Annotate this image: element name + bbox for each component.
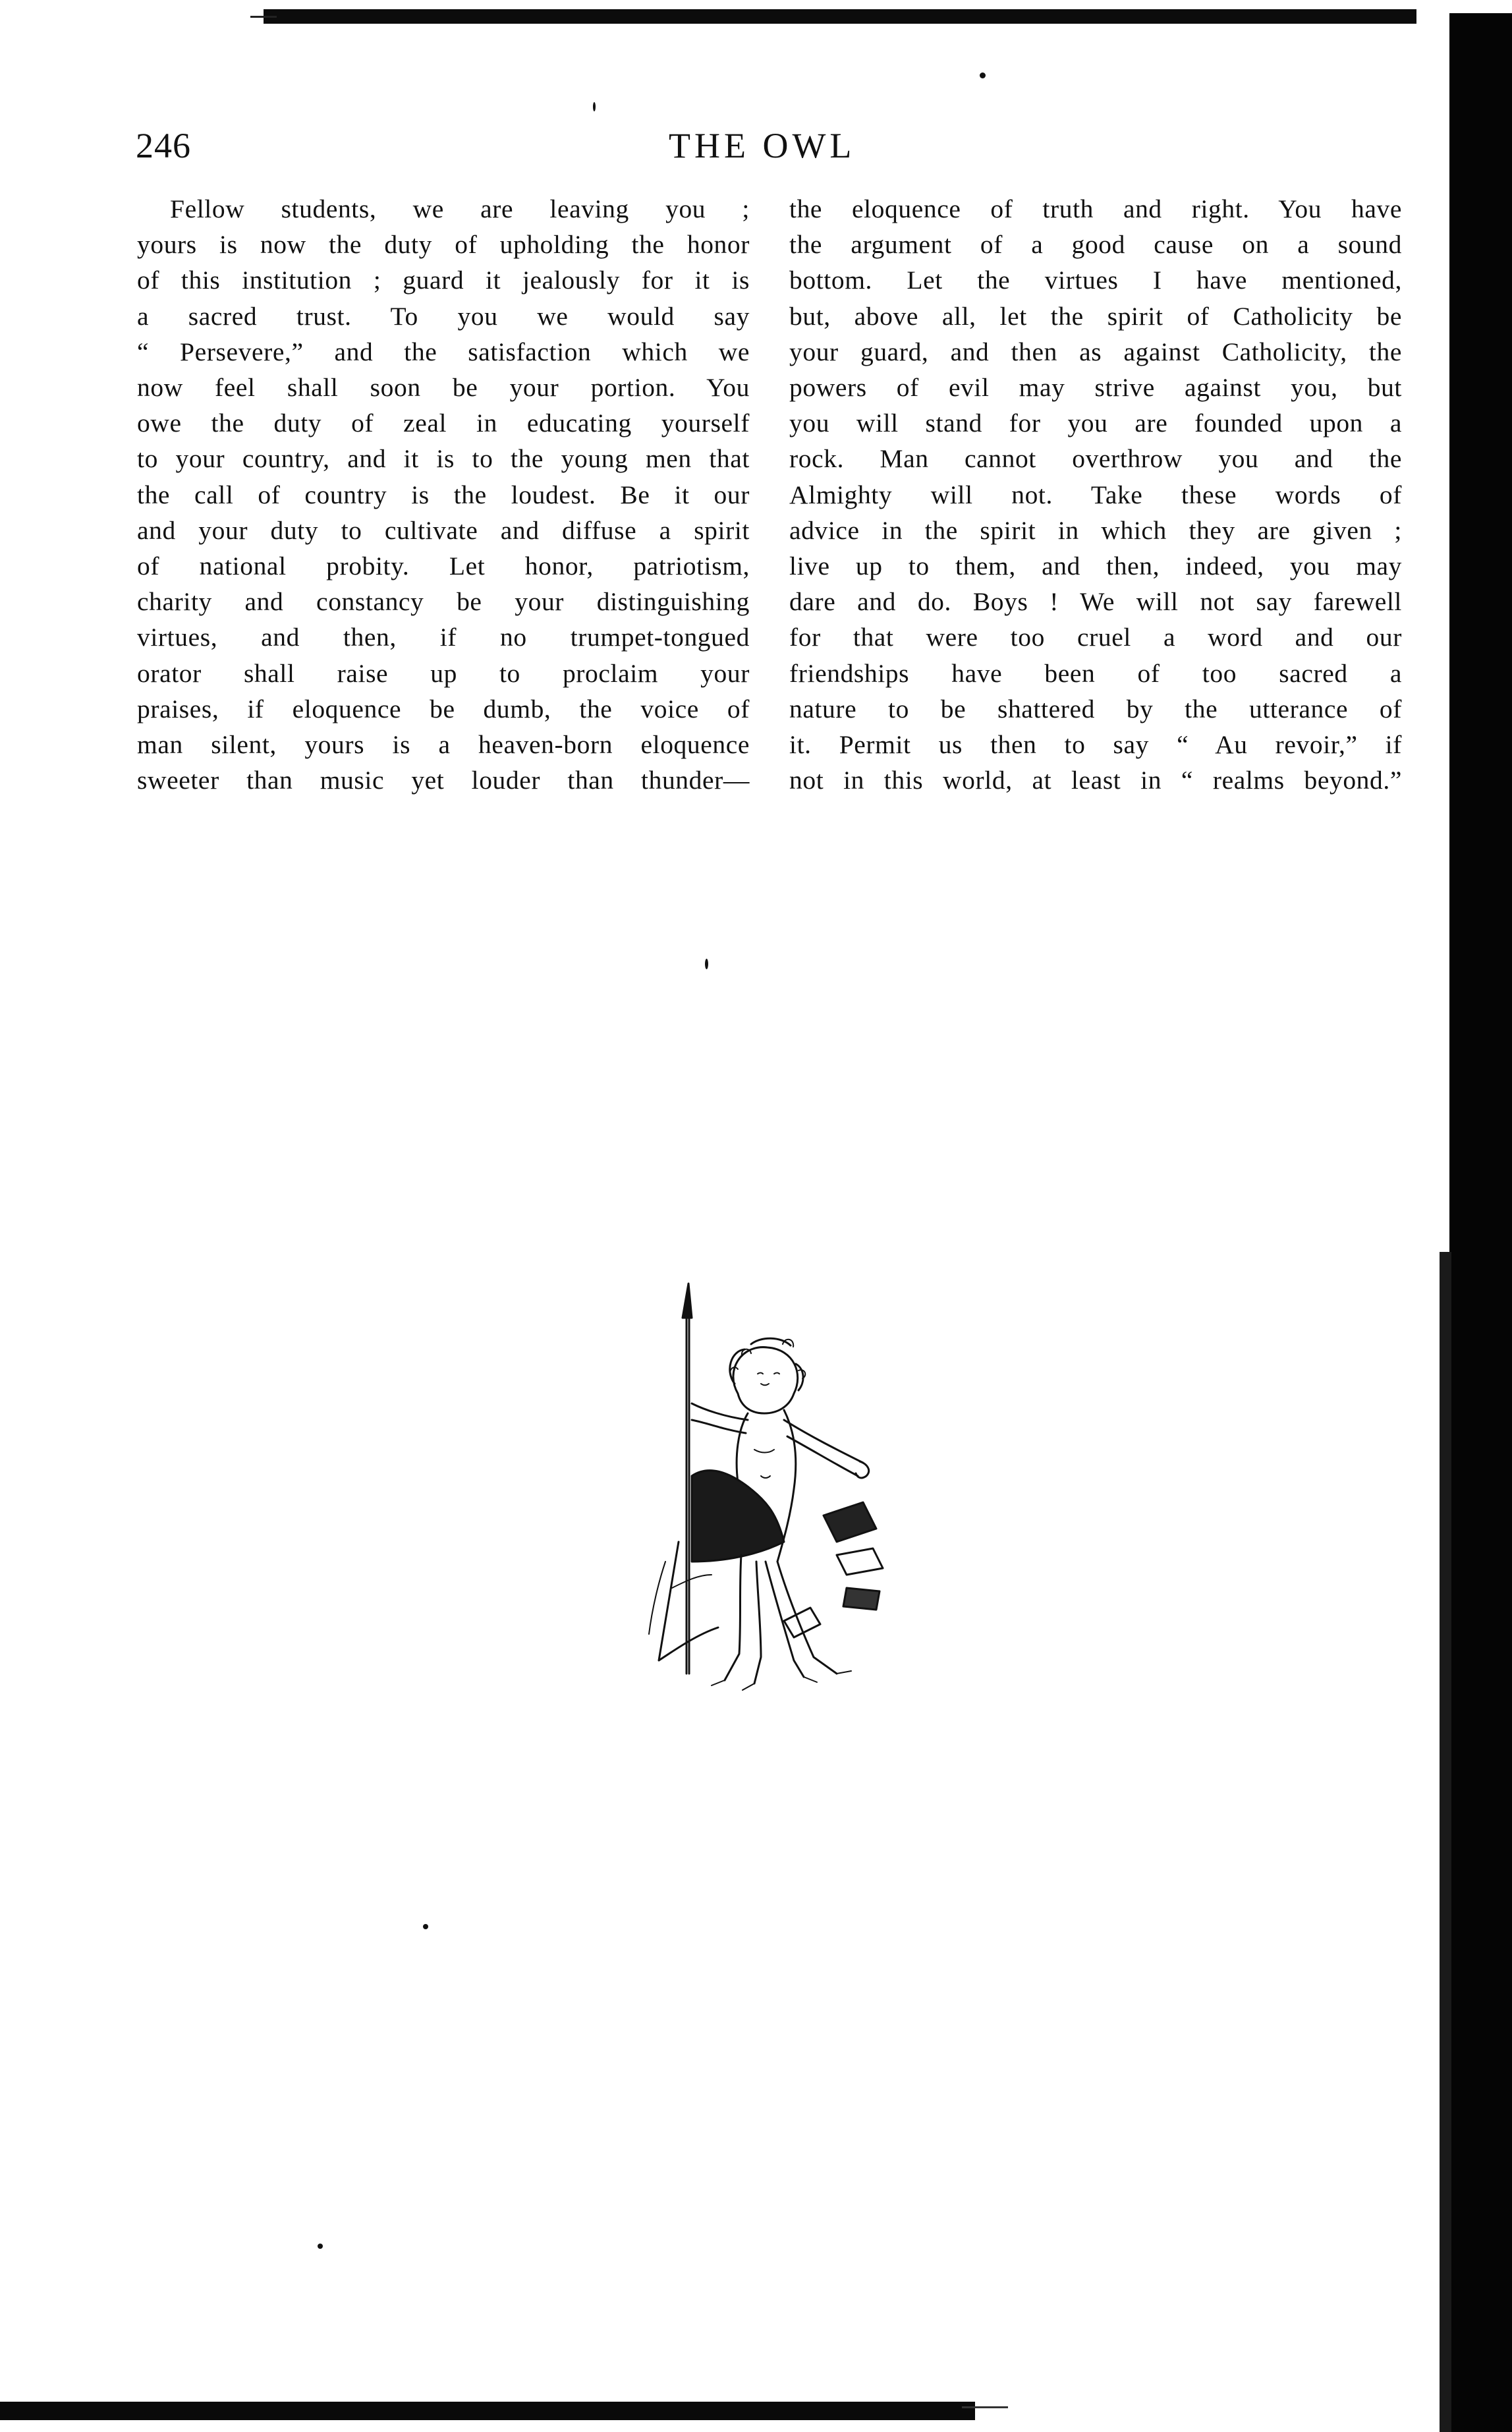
text-line: to your country, and it is to the young men that	[137, 444, 750, 474]
text-line: the eloquence of truth and right. You have	[789, 194, 1402, 223]
text-line: the call of country is the loudest. Be it our	[137, 480, 750, 509]
bottom-border-hairline	[962, 2406, 1008, 2408]
bottom-border-rule	[0, 2402, 975, 2420]
text-line: of national probity. Let honor, patriotism,	[137, 551, 750, 581]
top-border-rule	[264, 9, 1416, 24]
text-line: but, above all, let the spirit of Catholicity be	[789, 301, 1402, 331]
text-line: charity and constancy be your distinguishing	[137, 587, 750, 617]
text-line: “ Persevere,” and the satisfaction which we	[137, 337, 750, 366]
text-line: sweeter than music yet louder than thunder—	[137, 766, 750, 795]
text-line: now feel shall soon be your portion. You	[137, 373, 750, 403]
print-speck	[318, 2244, 323, 2249]
text-line: man silent, yours is a heaven-born eloquence	[137, 730, 750, 760]
top-border-hairline	[250, 16, 277, 18]
text-line: and your duty to cultivate and diffuse a spirit	[137, 515, 750, 545]
text-line: your guard, and then as against Catholicity, the	[789, 337, 1402, 366]
print-speck	[423, 1924, 428, 1929]
text-line: Almighty will not. Take these words of	[789, 480, 1402, 509]
text-line: advice in the spirit in which they are given ;	[789, 515, 1402, 545]
text-line: of this institution ; guard it jealously for it is	[137, 266, 750, 295]
right-page-edge-ragged	[1440, 1252, 1451, 2432]
print-speck	[593, 102, 596, 111]
print-speck	[980, 72, 986, 78]
text-line: nature to be shattered by the utterance of	[789, 694, 1402, 723]
text-line: you will stand for you are founded upon a	[789, 409, 1402, 438]
text-line: owe the duty of zeal in educating yourself	[137, 409, 750, 438]
running-title: THE OWL	[669, 126, 856, 165]
text-line: not in this world, at least in “ realms beyond.”	[789, 766, 1402, 795]
right-page-edge-shadow	[1449, 13, 1512, 2432]
print-speck	[705, 959, 708, 969]
page-number: 246	[136, 126, 191, 165]
text-line: the argument of a good cause on a sound	[789, 230, 1402, 260]
text-line: praises, if eloquence be dumb, the voice of	[137, 694, 750, 723]
text-line: a sacred trust. To you we would say	[137, 301, 750, 331]
text-line: for that were too cruel a word and our	[789, 623, 1402, 652]
text-line: virtues, and then, if no trumpet-tongued	[137, 623, 750, 652]
text-line: yours is now the duty of upholding the honor	[137, 230, 750, 260]
text-line: orator shall raise up to proclaim your	[137, 658, 750, 688]
text-line: it. Permit us then to say “ Au revoir,” if	[789, 730, 1402, 760]
text-line: rock. Man cannot overthrow you and the	[789, 444, 1402, 474]
text-line: dare and do. Boys ! We will not say farewell	[789, 587, 1402, 617]
text-line: powers of evil may strive against you, but	[789, 373, 1402, 403]
text-line: live up to them, and then, indeed, you may	[789, 551, 1402, 581]
text-column-right	[789, 191, 1402, 798]
text-column-left	[137, 191, 750, 798]
cherub-with-spear-illustration	[626, 1278, 903, 1739]
text-line: bottom. Let the virtues I have mentioned,	[789, 266, 1402, 295]
text-line: friendships have been of too sacred a	[789, 658, 1402, 688]
text-line: Fellow students, we are leaving you ;	[170, 194, 750, 223]
